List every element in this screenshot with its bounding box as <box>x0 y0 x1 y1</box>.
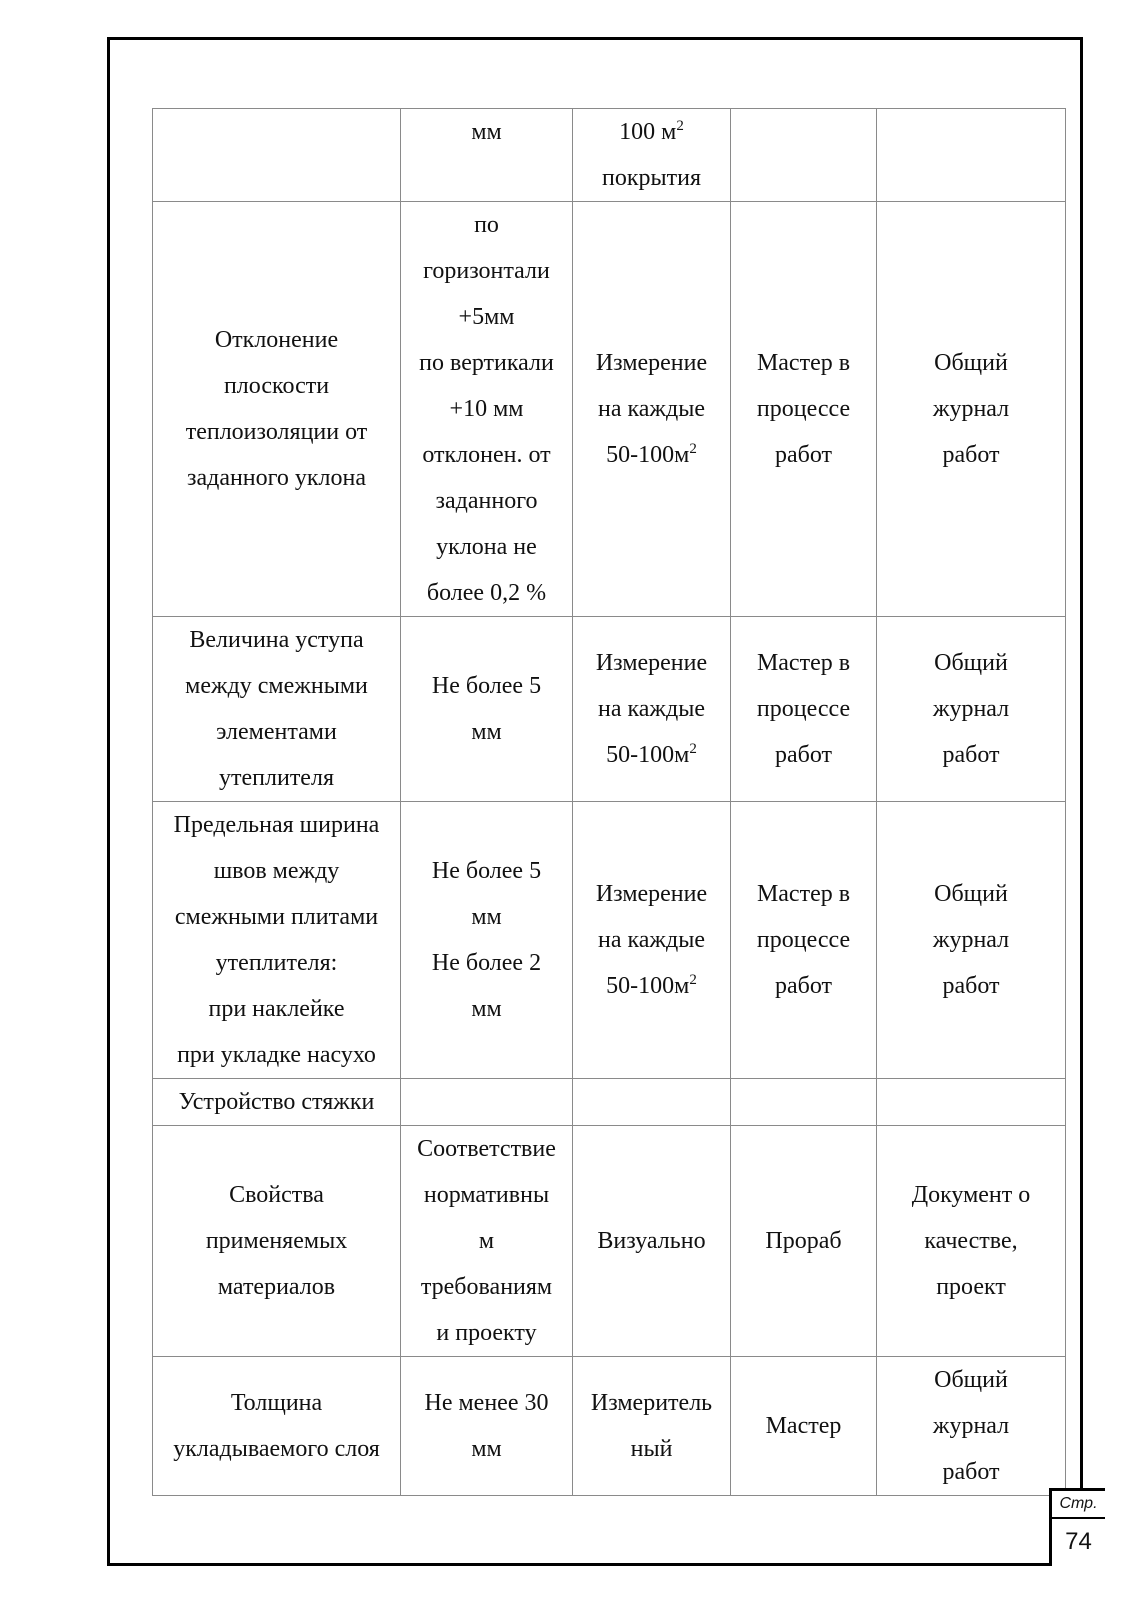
cell-line: плоскости <box>223 373 330 399</box>
cell-line: $50-100м^2$ <box>606 972 697 999</box>
table-row <box>153 1079 1066 1126</box>
cell-line: мм <box>471 996 502 1022</box>
cell-line: между смежными <box>185 673 368 699</box>
cell-line: применяемых <box>205 1228 348 1254</box>
cell-line: работ <box>774 973 833 999</box>
cell-line: при наклейке <box>208 996 345 1022</box>
table-cell <box>877 617 1066 802</box>
cell-line: Измерение <box>595 881 708 907</box>
cell-line: покрытия <box>602 165 701 191</box>
table-cell <box>573 802 731 1079</box>
table-cell <box>573 1126 731 1357</box>
table-cell <box>153 1126 401 1357</box>
cell-line: утеплителя: <box>215 950 338 976</box>
cell-line: Мастер в <box>756 650 851 676</box>
cell-line: укладываемого слоя <box>173 1436 380 1462</box>
table-cell <box>877 1126 1066 1357</box>
table-cell <box>731 202 877 617</box>
table-cell <box>573 1357 731 1496</box>
table-cell <box>153 1079 401 1126</box>
cell-line: более 0,2 % <box>426 580 547 606</box>
table-cell <box>731 617 877 802</box>
cell-line: на каждые <box>597 396 705 422</box>
cell-line: мм <box>471 1436 502 1462</box>
table-cell <box>153 109 401 202</box>
cell-line: +10 мм <box>449 396 524 422</box>
cell-line: процессе <box>756 696 851 722</box>
table-row <box>153 802 1066 1079</box>
cell-line: $50-100м^2$ <box>606 741 697 768</box>
cell-line: работ <box>942 973 1000 999</box>
table-cell <box>877 802 1066 1079</box>
cell-line: уклона не <box>436 534 537 560</box>
page-label: Стр. <box>1052 1491 1105 1519</box>
cell-line: Измерение <box>595 350 708 376</box>
cell-line: Устройство стяжки <box>178 1089 375 1115</box>
cell-line: Прораб <box>765 1228 842 1254</box>
cell-line: утеплителя <box>219 765 334 791</box>
cell-line: процессе <box>756 396 851 422</box>
cell-line: работ <box>942 742 1000 768</box>
cell-line: теплоизоляции от <box>185 419 368 445</box>
cell-line: Не более 5 <box>431 673 542 699</box>
cell-line: журнал <box>932 1413 1010 1439</box>
cell-line: Мастер <box>765 1413 842 1439</box>
cell-line: Общий <box>934 350 1008 376</box>
table-cell <box>153 802 401 1079</box>
page-number: 74 <box>1065 1528 1092 1555</box>
cell-line: Документ о <box>911 1182 1031 1208</box>
table-cell <box>877 1079 1066 1126</box>
table-cell <box>731 1079 877 1126</box>
cell-line: швов между <box>213 858 340 884</box>
cell-line: Отклонение <box>214 327 339 353</box>
table-cell <box>153 617 401 802</box>
cell-line: Мастер в <box>756 350 851 376</box>
table-row <box>153 617 1066 802</box>
cell-line: процессе <box>756 927 851 953</box>
cell-line: отклонен. от <box>422 442 551 468</box>
table-cell <box>877 1357 1066 1496</box>
quality-control-table <box>152 108 1066 1496</box>
cell-line: по вертикали <box>419 350 554 376</box>
table-cell <box>731 109 877 202</box>
cell-line: Величина уступа <box>189 627 364 653</box>
cell-line: на каждые <box>597 696 705 722</box>
table-row <box>153 109 1066 202</box>
cell-line: элементами <box>216 719 337 745</box>
table-row <box>153 1126 1066 1357</box>
superscript: 2 <box>676 118 684 134</box>
superscript: 2 <box>689 972 697 988</box>
cell-line: ный <box>630 1436 673 1462</box>
cell-line: по <box>474 212 499 238</box>
cell-line: работ <box>774 442 833 468</box>
superscript: 2 <box>689 741 697 757</box>
cell-line: мм <box>471 119 502 145</box>
table-cell <box>153 202 401 617</box>
page-number-stamp <box>1049 1488 1105 1566</box>
table-cell <box>731 1357 877 1496</box>
table-cell <box>877 202 1066 617</box>
table-cell <box>877 109 1066 202</box>
cell-line: Измеритель <box>590 1390 713 1416</box>
table-cell <box>401 1126 573 1357</box>
cell-line: Не более 5 <box>431 858 542 884</box>
cell-line: проект <box>936 1274 1006 1300</box>
table-cell <box>731 1126 877 1357</box>
cell-line: заданного уклона <box>186 465 367 491</box>
cell-line: Не более 2 <box>431 950 542 976</box>
cell-line: Соответствие <box>417 1136 556 1162</box>
cell-line: работ <box>774 742 833 768</box>
cell-line: Мастер в <box>756 881 851 907</box>
cell-line: Общий <box>934 881 1008 907</box>
table-cell <box>401 1357 573 1496</box>
cell-line: м <box>478 1228 495 1254</box>
cell-line: при укладке насухо <box>177 1042 376 1068</box>
cell-line: работ <box>942 442 1000 468</box>
cell-line: Толщина <box>230 1390 323 1416</box>
cell-line: $50-100м^2$ <box>606 441 697 468</box>
table-row <box>153 202 1066 617</box>
table-row <box>153 1357 1066 1496</box>
cell-line: журнал <box>932 927 1010 953</box>
cell-line: требованиям <box>420 1274 553 1300</box>
cell-line: Визуально <box>597 1228 706 1254</box>
table-cell <box>573 109 731 202</box>
superscript: 2 <box>689 441 697 457</box>
cell-line: и проекту <box>436 1320 537 1346</box>
cell-line: Свойства <box>229 1182 324 1208</box>
cell-line: мм <box>471 904 502 930</box>
table-cell <box>573 617 731 802</box>
cell-line: нормативны <box>423 1182 550 1208</box>
cell-line: 100 $м^2$ <box>619 118 684 145</box>
table-cell <box>401 109 573 202</box>
cell-line: материалов <box>217 1274 336 1300</box>
table-cell <box>573 202 731 617</box>
cell-line: Измерение <box>595 650 708 676</box>
table-cell <box>731 802 877 1079</box>
cell-line: Предельная ширина <box>173 812 380 838</box>
table-cell <box>401 202 573 617</box>
cell-line: +5мм <box>458 304 515 330</box>
cell-line: качестве, <box>924 1228 1018 1254</box>
table-cell <box>401 802 573 1079</box>
cell-line: заданного <box>435 488 538 514</box>
cell-line: горизонтали <box>423 258 550 284</box>
table-cell <box>573 1079 731 1126</box>
cell-line: работ <box>942 1459 1000 1485</box>
table-cell <box>153 1357 401 1496</box>
cell-line: смежными плитами <box>174 904 379 930</box>
cell-line: журнал <box>932 396 1010 422</box>
cell-line: журнал <box>932 696 1010 722</box>
table-cell <box>401 617 573 802</box>
cell-line: мм <box>471 719 502 745</box>
cell-line: Не менее 30 <box>424 1390 549 1416</box>
cell-line: Общий <box>934 650 1008 676</box>
cell-line: на каждые <box>597 927 705 953</box>
table-cell <box>401 1079 573 1126</box>
cell-line: Общий <box>934 1367 1008 1393</box>
